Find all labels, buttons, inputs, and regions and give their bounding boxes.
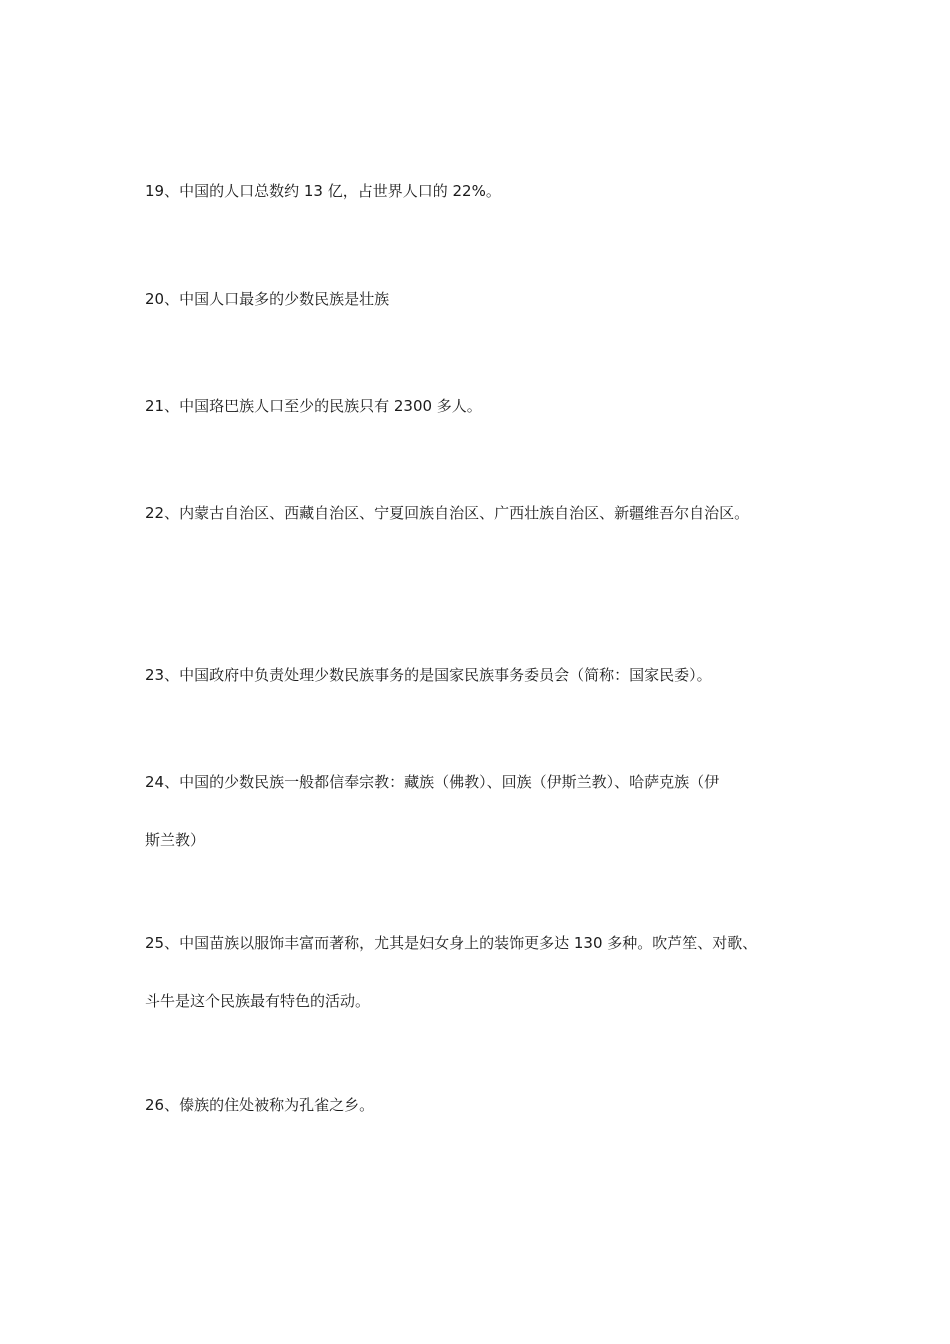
paragraph-19	[145, 162, 825, 220]
paragraph-line: 20、中国人口最多的少数民族是壮族	[145, 290, 390, 308]
paragraph-20	[145, 270, 825, 328]
paragraph-23	[145, 646, 825, 704]
paragraph-26	[145, 1076, 825, 1134]
paragraph-25	[145, 914, 825, 1030]
paragraph-line: 21、中国珞巴族人口至少的民族只有 2300 多人。	[145, 397, 482, 415]
paragraph-line: 19、中国的人口总数约 13 亿，占世界人口的 22%。	[145, 182, 501, 200]
paragraph-line: 22、内蒙古自治区、西藏自治区、宁夏回族自治区、广西壮族自治区、新疆维吾尔自治区。	[145, 504, 750, 522]
paragraph-22	[145, 484, 825, 542]
paragraph-line: 24、中国的少数民族一般都信奉宗教：藏族（佛教）、回族（伊斯兰教）、哈萨克族（伊	[145, 773, 720, 791]
paragraph-line: 26、傣族的住处被称为孔雀之乡。	[145, 1096, 375, 1114]
paragraph-line: 斯兰教）	[145, 831, 206, 849]
paragraph-21	[145, 377, 825, 435]
paragraph-line: 23、中国政府中负责处理少数民族事务的是国家民族事务委员会（简称：国家民委）。	[145, 666, 712, 684]
paragraph-24	[145, 753, 825, 869]
paragraph-line: 斗牛是这个民族最有特色的活动。	[145, 992, 371, 1010]
paragraph-line: 25、中国苗族以服饰丰富而著称，尤其是妇女身上的装饰更多达 130 多种。吹芦笙、对歌、	[145, 934, 758, 952]
